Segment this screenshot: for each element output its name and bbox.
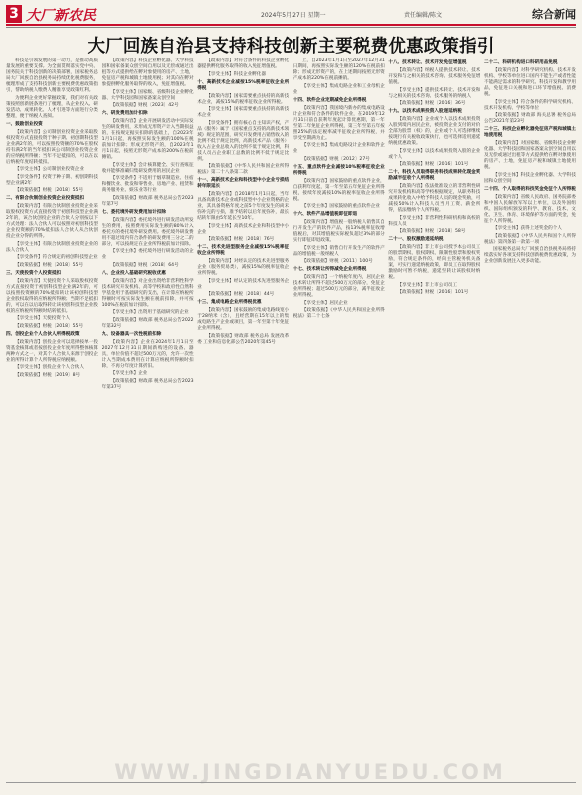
paragraph: 【政策内容】省级人民政府、国务院部委和中国人民解放军军以上单位，以及外国组织、国际组织颁发的科学、教育、技术、文化、卫生、体育、环境保护等方面的奖金，免征个人所得税。 — [483, 194, 576, 224]
paragraph: 【享受主体】非营利性科研机构和高校的科技人员 — [388, 215, 481, 227]
paragraph: 【享受主体】企业 — [110, 371, 148, 376]
masthead — [6, 4, 576, 26]
paragraph: 【政策内容】国家鼓励的重点软件企业，自获利年度起，第一年至第五年免征企业所得税，接续年度减按10%的税率征收企业所得税。 — [292, 178, 385, 202]
paragraph: 【政策内容】企业开展研发活动中实际发生的研发费用，未形成无形资产计入当期损益的，在按规定据实扣除的基础上，自2023年1月1日起，再按照实际发生额的100%在税前加计扣除；形成无形资产的，自2023年1月1日起，按照无形资产成本的200%在税前摊销。 — [101, 119, 194, 160]
paragraph: 【享受条件】投资于种子期、初创期科技型企业满2年 — [6, 174, 98, 186]
article-column — [197, 58, 289, 778]
subheading: 十四、软件企业定期减免企业所得税 — [292, 97, 367, 103]
subheading: 二十一、股权激励递延纳税 — [388, 237, 444, 242]
paragraph: 【政策依据】财税〔2018〕55号 — [15, 262, 84, 268]
paragraph: 【享受主体】科技企业孵化器、大学科技园和众创空间 — [483, 172, 576, 184]
subheading: 十一、高新技术企业和科技型中小企业亏损结转年限延长 — [197, 178, 290, 189]
subheading: 九、设备器具一次性税前扣除 — [101, 331, 162, 337]
paragraph: 【政策内容】对经认定的技术先进型服务企业（服务贸易类），减按15%的税率征收企业所得税。 — [197, 259, 290, 276]
issue-date: 2024年5月27日 星期一 — [261, 12, 326, 19]
paragraph: 【政策内容】天使投资个人采取股权投资方式直接投资于初创科技型企业满2年的，可以按照投资额的70%抵扣转让该初创科技型企业股权取得的应纳税所得额；当期不足抵扣的，可以在以后取得转让该初创科技型企业股权的应纳税所得额时结转抵扣。 — [6, 278, 98, 314]
subheading: 二、有限合伙制创业投资企业投资抵扣 — [6, 196, 85, 201]
paragraph: 【政策依据】财政部 海关总署 税务总局公告2021年第23号 — [483, 113, 576, 124]
paragraph: 【享受主体】科技企业孵化器 — [206, 71, 266, 77]
paragraph: 【政策内容】公司制创业投资企业采取股权投资方式直接投资于种子期、初创期科技型企业满2年的，可以按照投资额的70%在股权持有满2年的当年抵扣该公司制创业投资企业的应纳税所得额；当年不足抵扣的，可以在以后纳税年度结转抵扣。 — [6, 129, 98, 165]
paragraph: 【政策依据】财税〔2016〕101号 — [397, 162, 469, 167]
masthead-rule — [6, 24, 576, 26]
subheading: 六、研发费用加计扣除 — [101, 111, 148, 116]
paragraph: 【享受主体】符合条件的科学研究机构、技术开发机构、学校等单位 — [483, 99, 576, 111]
paragraph: 【政策依据】《中华人民共和国个人所得税法》第四条第一款第一项 — [483, 233, 576, 245]
subheading: 十五、重点软件企业减按10%税率征收企业所得税 — [292, 164, 385, 176]
paragraph: 【政策内容】对国家级、省级科技企业孵化器、大学科技园和国家备案众创空间自用以及无偿或通过出租等方式提供给在孵对象使用的房产、土地，免征房产税和城镇土地使用税。 — [483, 141, 576, 170]
paragraph: 【政策依据】财税〔2018〕58号 — [397, 229, 466, 234]
paragraph: 【政策内容】一个纳税年度内，居民企业技术转让所得不超过500万元的部分，免征企业所得税；超过500万元的部分，减半征收企业所得税。 — [292, 275, 385, 298]
paper-name: 大厂新农民 — [26, 8, 96, 24]
article-columns — [6, 58, 576, 778]
paragraph: 【政策依据】财税〔2018〕55号 — [15, 323, 84, 329]
paragraph: 【享受主体】集成电路设计企业和软件企业 — [292, 143, 385, 154]
paragraph: 【享受主体】有限合伙制创业投资企业的法人合伙人 — [6, 241, 98, 253]
subheading: 二十、科技人员取得职务科技成果转化现金奖励减半征收个人所得税 — [388, 170, 481, 181]
paragraph: 【政策依据】财政部 税务总局公告2023年第37号 — [101, 378, 194, 390]
paragraph: 【政策依据】财税〔2016〕36号 — [397, 101, 466, 106]
paragraph: 【政策内容】国家需要重点扶持的高新技术企业，减按15%的税率征收企业所得税。 — [197, 93, 290, 105]
paragraph: 【政策内容】对企业出资给非营利性科学技术研究开发机构、高等学校和政府性自然科学基金用于基础研究的支出，在计算应纳税所得额时可按实际发生额在税前扣除，并可按100%在税前加计扣除。 — [101, 278, 194, 308]
paragraph: 国家税务总局大厂回族自治县税务局将持续落实好各项支持科技创新税费优惠政策，为企业创新发展注入更多动能。 — [483, 247, 576, 264]
paragraph: 【政策依据】财政部 税务总局公告2022年第32号 — [101, 317, 194, 329]
paragraph: 上，自2023年1月1日至2027年12月31日期间，再按照实际发生额的120%在税前扣除；形成无形资产的，在上述期间按照无形资产成本的220%在税前摊销。 — [292, 58, 385, 81]
subheading: 八、企业投入基础研究税收优惠 — [101, 270, 166, 276]
paragraph: 【政策内容】纳税人提供技术转让、技术开发和与之相关的技术咨询、技术服务免征增值税。 — [388, 68, 481, 85]
paragraph: 【享受主体】经认定的技术先进型服务企业 — [197, 278, 290, 290]
subheading: 二十二、科研机构进口科研用品免税 — [483, 60, 558, 65]
subheading: 二十三、科技企业孵化器免征房产税和城镇土地使用税 — [483, 127, 576, 138]
paragraph: 【政策依据】财税〔2019〕8号 — [15, 372, 81, 378]
paragraph: 【享受主体】获得上述奖金的个人 — [492, 226, 562, 231]
paragraph: 【享受主体】创投企业个人合伙人 — [15, 365, 84, 370]
paragraph: 【享受主体】出资用于基础研究的企业 — [110, 310, 189, 315]
paragraph: 【享受主体】集成电路企业和工业母机企业 — [292, 83, 385, 95]
paragraph: 【享受主体】国家需要重点扶持的高新技术企业 — [197, 107, 290, 118]
paragraph: 【政策依据】财税〔2018〕64号 — [110, 262, 179, 268]
paragraph: 【政策内容】增值税一般纳税人销售其自行开发生产的软件产品，按13%税率征收增值税后，对其增值税实际税负超过3%的部分实行即征即退政策。 — [292, 220, 385, 243]
paragraph: 【政策内容】我国境内新办的集成电路设计企业和符合条件的软件企业，在2019年12月31日前自获利年度起计算优惠期，第一年至第二年免征企业所得税，第三年至第五年按照25%的法定税率减半征收企业所得税，并享受至期满为止。 — [292, 105, 385, 141]
subheading: 十二、技术先进型服务企业减按15%税率征收企业所得税 — [197, 245, 290, 256]
article-column — [6, 58, 98, 778]
paragraph: 【政策内容】自2018年1月1日起，当年具备高新技术企业或科技型中小企业资格的企业，其具备资格年度之前5个年度发生的尚未弥补完的亏损，准予结转以后年度弥补，最长结转年限由5年延长至10年。 — [197, 192, 290, 221]
paragraph: 【政策内容】企业或个人以技术成果投资入股到境内居民企业，被投资企业支付的对价全部为股票（权）的，企业或个人可选择继续按现行有关税收政策执行，也可选择适用递延纳税优惠政策。 — [388, 117, 481, 146]
paragraph: 【政策依据】财政部 税务总局 发展改革委 工业和信息化部公告2020年第45号 — [197, 333, 290, 345]
subheading: 十三、集成电路企业所得税优惠 — [197, 300, 262, 305]
paragraph: 【政策依据】《中华人民共和国企业所得税法》第二十八条第二款 — [197, 164, 290, 175]
paragraph: 【享受主体】居民企业 — [301, 300, 348, 306]
paragraph: 【享受主体】公司制创业投资企业 — [15, 167, 84, 172]
paragraph: 【政策内容】创投企业可以选择按单一投资基金核算或者按创投企业年度所得整体核算两种方式之一，对其个人合伙人来源于创投企业的所得计算个人所得税应纳税额。 — [6, 339, 98, 363]
watermark: WWW.JINGDIANYUEDU.COM — [114, 760, 506, 784]
article-column — [293, 58, 385, 778]
paragraph: 【政策依据】财税〔2012〕27号 — [301, 156, 370, 162]
paragraph: 【享受主体】非上市公司员工 — [397, 282, 458, 288]
paragraph: 【政策依据】财税〔2016〕101号 — [397, 290, 469, 295]
paragraph: 【政策依据】财税〔2018〕44号 — [206, 292, 275, 297]
paragraph: 【政策依据】财税〔2018〕55号 — [15, 188, 84, 193]
paragraph: 【政策内容】非上市公司授予本公司员工的股票期权、股权期权、限制性股票和股权奖励，符合规定条件的，经向主管税务机关备案，可实行递延纳税政策，即员工在取得股权激励时可暂不纳税，递延至转让该股权时纳税。 — [388, 245, 481, 280]
editor-credit: 责任编辑/陈文 — [404, 12, 443, 19]
paragraph: 【享受条件】不适用于烟草制造业、住宿和餐饮业、批发和零售业、房地产业、租赁和商务服务业、娱乐业等行业 — [101, 176, 194, 193]
paragraph: 【政策依据】财税〔2011〕100号 — [301, 259, 373, 264]
paragraph: 【政策依据】财税〔2018〕76号 — [206, 237, 275, 242]
subheading: 三、天使投资个人投资抵扣 — [6, 270, 62, 276]
paragraph: 【政策内容】企业在2024年1月1日至2027年12月31日期间新购进的设备、器具，单位价值不超过500万元的，允许一次性计入当期成本费用在计算应纳税所得额时扣除，不再分年度计算折旧。 — [101, 339, 194, 369]
paragraph: 【政策内容】科技企业孵化器、大学科技园和国家备案众创空间自用以及无偿或通过出租等方式提供给在孵对象使用的房产、土地，免征房产税和城镇土地使用税；对其向在孵对象提供孵化服务取得的收入，免征增值税。 — [101, 58, 194, 87]
article-column — [484, 58, 576, 778]
paragraph: 【享受主体】销售自行开发生产的软件产品的增值税一般纳税人 — [292, 245, 385, 257]
paragraph: 【政策内容】依法批准设立的非营利性研究开发机构和高等学校根据规定，从职务科技成果转化收入中给予科技人员的现金奖励，可减按50%计入科技人员当月工资、薪金所得，依法缴纳个人所得税。 — [388, 184, 481, 213]
paragraph: 【政策内容】国家鼓励的集成电路线宽小于28纳米（含），且经营期在15年以上的集成电路生产企业或项目，第一年至第十年免征企业所得税。 — [197, 308, 290, 331]
subheading: 十六、软件产品增值税即征即退 — [292, 212, 358, 217]
paragraph: 为便利企业更好掌握政策，我们对有关政策按照创新链条进行了梳理，从企业投入、研发活动、成果转化、人才引进等方面进行分类整理，便于纳税人查阅。 — [6, 95, 98, 119]
paragraph: 【政策内容】有限合伙制创业投资企业采取股权投资方式直接投资于初创科技型企业满2年的，该合伙创投企业的合伙人分别按以下方式处理：法人合伙人可以按照对初创科技型企业投资额的70%抵扣法人合伙人从合伙创投企业分得的所得。 — [6, 204, 98, 239]
paragraph: 【享受主体】高新技术企业和科技型中小企业 — [197, 223, 290, 235]
paragraph: 【享受主体】以技术成果投资入股的企业或个人 — [388, 148, 481, 160]
paragraph: 【政策依据】财税〔2023〕42号 — [110, 103, 179, 108]
paragraph: 【享受主体】会计核算健全、实行查账征收并能够准确归集研发费用的居民企业 — [101, 162, 194, 174]
paragraph: 【享受条件】符合规定的初创科技型企业 — [15, 255, 98, 260]
section-title: 综合新闻 — [532, 8, 576, 21]
subheading: 七、委托境外研发费用加计扣除 — [101, 209, 166, 215]
paragraph: 【享受主体】天使投资个人 — [15, 316, 71, 321]
page-number: 3 — [6, 5, 22, 23]
article-column — [102, 58, 194, 778]
masthead-thin-rule — [6, 27, 576, 28]
subheading: 一、鼓励创业投资 — [6, 121, 43, 127]
paragraph: 【享受主体】提供技术转让、技术开发和与之相关的技术咨询、技术服务的纳税人 — [388, 87, 481, 99]
article-column — [388, 58, 480, 778]
paragraph: 【政策依据】《中华人民共和国企业所得税法》第二十七条 — [292, 308, 385, 319]
subheading: 四、创投企业个人合伙人所得税政策 — [6, 331, 80, 337]
paragraph: 【政策内容】对符合条件的科技企业孵化器提供孵化服务取得的收入免征增值税。 — [197, 58, 290, 69]
subheading: 二十四、个人取得的科技奖金免征个人所得税 — [483, 186, 576, 192]
paragraph: 【享受条件】拥有核心自主知识产权，产品（服务）属于《国家重点支持的高新技术领域》规定的范围，研究开发费用占销售收入的比例不低于规定比例，高新技术产品（服务）收入占企业总收入的比例不低于规定比例，科技人员占企业职工总数的比例不低于规定比例。 — [197, 120, 290, 162]
paragraph: 【政策内容】对科学研究机构、技术开发机构、学校等单位进口国内不能生产或者性能不能满足需求的科学研究、科技开发和教学用品，免征进口关税和进口环节增值税、消费税。 — [483, 68, 576, 97]
article-headline: 大厂回族自治县支持科技创新主要税费优惠政策指引 — [87, 37, 495, 57]
subheading: 十七、技术转让所得减免企业所得税 — [292, 267, 367, 272]
paragraph: 【享受主体】国家级、省级科技企业孵化器、大学科技园和国家备案众创空间 — [101, 89, 194, 101]
subheading: 十、高新技术企业减按15%税率征收企业所得税 — [197, 79, 290, 91]
subheading: 十八、技术转让、技术开发免征增值税 — [388, 60, 467, 65]
paragraph: 【政策依据】财政部 税务总局公告2023年第7号 — [101, 195, 194, 207]
paragraph: 【享受主体】委托境外进行研发活动的企业 — [101, 249, 194, 260]
paragraph: 【政策内容】委托境外进行研发活动所发生的费用，按照费用实际发生额的80%计入委托方的委托境外研发费用。委托境外研发费用不超过境内符合条件的研发费用三分之二的部分，可以按规定在企业所得税前加计扣除。 — [101, 217, 194, 247]
subheading: 十九、以技术成果投资入股递延纳税 — [388, 109, 462, 114]
paragraph: 【享受主体】国家鼓励的重点软件企业 — [301, 204, 380, 209]
paragraph: 科技是引领发展的第一动力，是推动高质量发展的重要支撑。为全面贯彻落实党中央、国务院关于科技创新的决策部署，国家税务总局大厂回族自治县税务局持续优化税费服务，梳理形成了支持科技创新主要税费优惠政策指引，帮助纳税人缴费人精准享受政策红利。 — [6, 58, 98, 93]
